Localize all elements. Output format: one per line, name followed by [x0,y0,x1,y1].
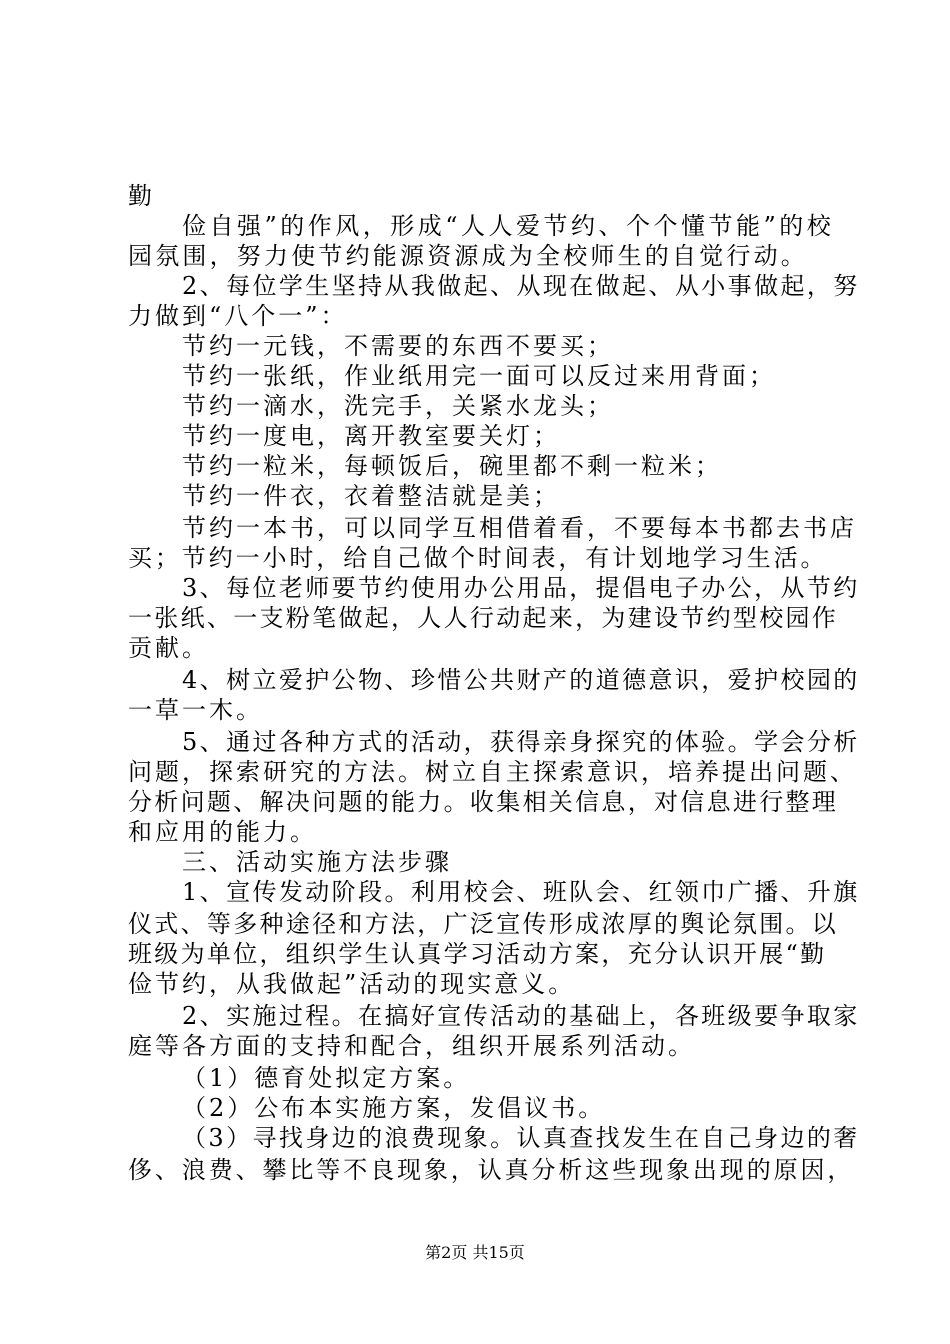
text-line: 节约一元钱，不需要的东西不要买； [182,332,614,360]
text-line: 力做到“八个一”： [128,302,348,330]
text-line: 一草一木。 [128,696,263,724]
text-line: 1、宣传发动阶段。利用校会、班队会、红领巾广播、升旗 [182,878,860,906]
text-line: 俭自强”的作风，形成“人人爱节约、个个懂节能”的校 [182,212,835,240]
text-line: 侈、浪费、攀比等不良现象，认真分析这些现象出现的原因， [128,1156,855,1184]
text-line: 2、每位学生坚持从我做起、从现在做起、从小事做起，努 [182,272,860,300]
text-line: （1）德育处拟定方案。 [182,1064,471,1092]
text-line: 园氛围，努力使节约能源资源成为全校师生的自觉行动。 [128,242,808,270]
text-line: 俭节约，从我做起”活动的现实意义。 [128,970,576,998]
text-line: 节约一本书，可以同学互相借着看，不要每本书都去书店 [182,514,857,542]
text-line: 问题，探索研究的方法。树立自主探索意识，培养提出问题、 [128,758,857,786]
text-line: 节约一度电，离开教室要关灯； [182,422,560,450]
text-line: 2、实施过程。在搞好宣传活动的基础上，各班级要争取家 [182,1002,860,1030]
text-line: 贡献。 [128,634,209,662]
text-line: （3）寻找身边的浪费现象。认真查找发生在自己身边的奢 [182,1124,860,1152]
text-line: 庭等各方面的支持和配合，组织开展系列活动。 [128,1032,695,1060]
page-footer: 第2页 共15页 [425,1243,525,1262]
text-line: 4、树立爱护公物、珍惜公共财产的道德意识，爱护校园的 [182,666,860,694]
text-line: 三、活动实施方法步骤 [182,848,452,876]
text-line: 节约一粒米，每顿饭后，碗里都不剩一粒米； [182,452,722,480]
text-line: 班级为单位，组织学生认真学习活动方案，充分认识开展“勤 [128,940,827,968]
text-line: 仪式、等多种途径和方法，广泛宣传形成浓厚的舆论氛围。以 [128,910,839,938]
text-line: （2）公布本实施方案，发倡议书。 [182,1094,606,1122]
text-line: 5、通过各种方式的活动，获得亲身探究的体验。学会分析 [182,728,860,756]
text-line: 勤 [128,182,154,210]
text-line: 节约一张纸，作业纸用完一面可以反过来用背面； [182,362,776,390]
text-line: 一张纸、一支粉笔做起，人人行动起来，为建设节约型校园作 [128,604,839,632]
text-line: 和应用的能力。 [128,818,317,846]
text-line: 3、每位老师要节约使用办公用品，提倡电子办公，从节约 [182,574,860,602]
text-line: 买；节约一小时，给自己做个时间表，有计划地学习生活。 [128,544,828,572]
text-line: 分析问题、解决问题的能力。收集相关信息，对信息进行整理 [128,788,839,816]
text-line: 节约一滴水，洗完手，关紧水龙头； [182,392,614,420]
text-line: 节约一件衣，衣着整洁就是美； [182,482,560,510]
